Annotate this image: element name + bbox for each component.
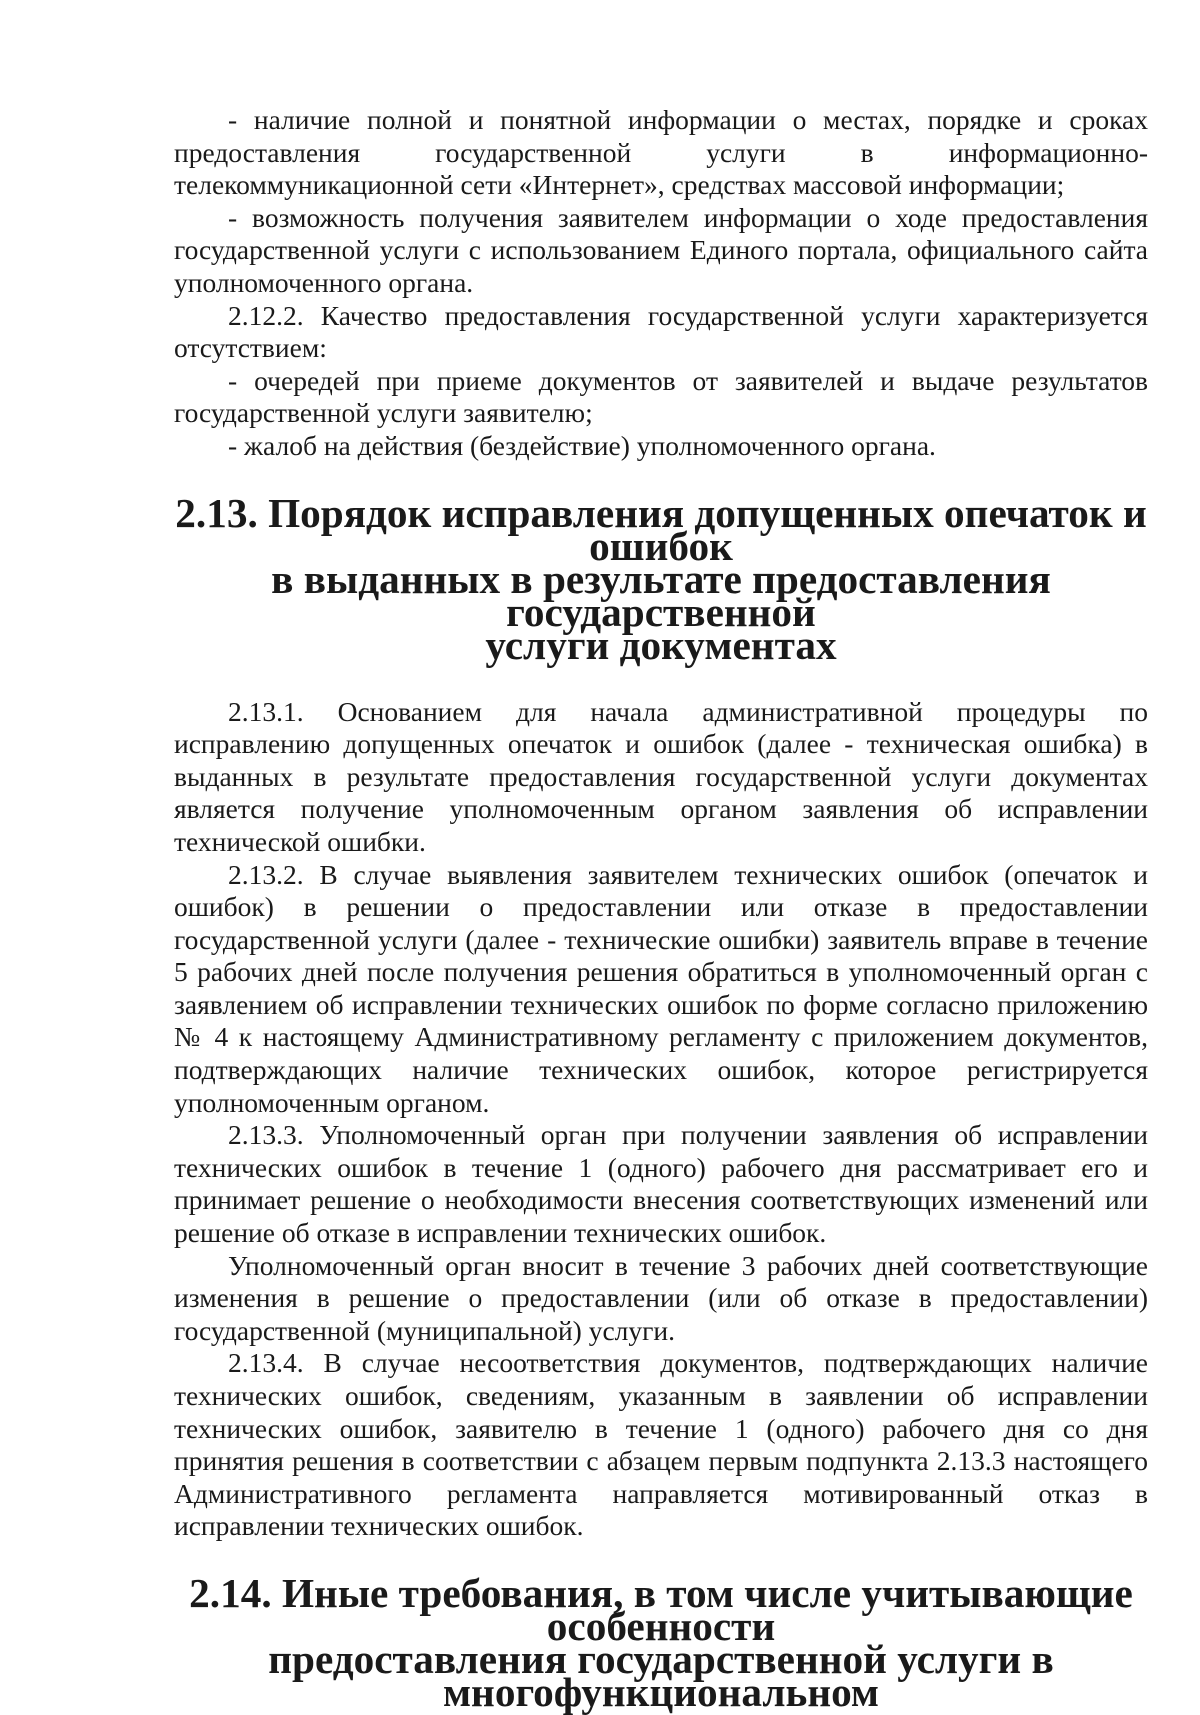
paragraph-no-queues: - очередей при приеме документов от заявителей и выдаче результатов государственной услуги заявителю;: [174, 364, 1148, 429]
paragraph-no-complaints: - жалоб на действия (бездействие) уполномоченного органа.: [228, 429, 936, 461]
section-2-13-heading-line: в выданных в результате предоставления государственной: [271, 555, 1051, 635]
paragraph-changes-3-days: Уполномоченный орган вносит в течение 3 рабочих дней соответствующие изменения в решение о предоставлении (или об отказе в предоставлении) государственной (муниципальной) услуги.: [174, 1249, 1148, 1346]
paragraph-2-13-2: 2.13.2. В случае выявления заявителем технических ошибок (опечаток и ошибок) в решении о предоставлении или отказе в предоставлении государственной услуги (далее - технические ошибки) заявитель вправе в течение 5 рабочих дней после получения решения обратиться в уполномоченный орган с заявлением об исправлении технических ошибок по форме согласно приложению № 4 к настоящему Административному регламенту с приложением документов, подтверждающих наличие технических ошибок, которое регистрируется уполномоченным органом.: [174, 858, 1148, 1118]
paragraph-status-info: - возможность получения заявителем информации о ходе предоставления государственной услуги с использованием Единого портала, официального сайта уполномоченного органа.: [174, 201, 1148, 298]
paragraph-2-13-3: 2.13.3. Уполномоченный орган при получении заявления об исправлении технических ошибок в течение 1 (одного) рабочего дня рассматривает его и принимает решение о необходимости внесения соответствующих изменений или решение об отказе в исправлении технических ошибок.: [174, 1119, 1148, 1249]
section-2-13-heading-line: 2.13. Порядок исправления допущенных опечаток и ошибок: [175, 489, 1147, 569]
paragraph-info-availability: - наличие полной и понятной информации о местах, порядке и сроках предоставления государственной услуги в информационно-телекоммуникационной сети «Интернет», средствах массовой информации;: [174, 104, 1148, 201]
section-2-14-heading: [174, 1569, 1148, 1715]
paragraph-2-13-4: 2.13.4. В случае несоответствия документов, подтверждающих наличие технических ошибок, сведениям, указанным в заявлении об исправлении технических ошибок, заявителю в течение 1 (одного) рабочего дня со дня принятия решения в соответствии с абзацем первым подпункта 2.13.3 настоящего Административного регламента направляется мотивированный отказ в исправлении технических ошибок.: [174, 1347, 1148, 1542]
section-2-14-heading-line: 2.14. Иные требования, в том числе учитывающие особенности: [189, 1569, 1133, 1649]
section-2-13-heading-line: услуги документах: [485, 621, 837, 668]
section-2-14-heading-line: предоставления государственной услуги в многофункциональном: [268, 1635, 1054, 1715]
section-2-13-heading: [174, 489, 1148, 668]
paragraph-2-13-1: 2.13.1. Основанием для начала административной процедуры по исправлению допущенных опечаток и ошибок (далее - техническая ошибка) в выданных в результате предоставления государственной услуги документах является получение уполномоченным органом заявления об исправлении технической ошибки.: [174, 695, 1148, 857]
document-page: [174, 104, 1148, 1715]
paragraph-2-12-2: 2.12.2. Качество предоставления государственной услуги характеризуется отсутствием:: [174, 299, 1148, 364]
